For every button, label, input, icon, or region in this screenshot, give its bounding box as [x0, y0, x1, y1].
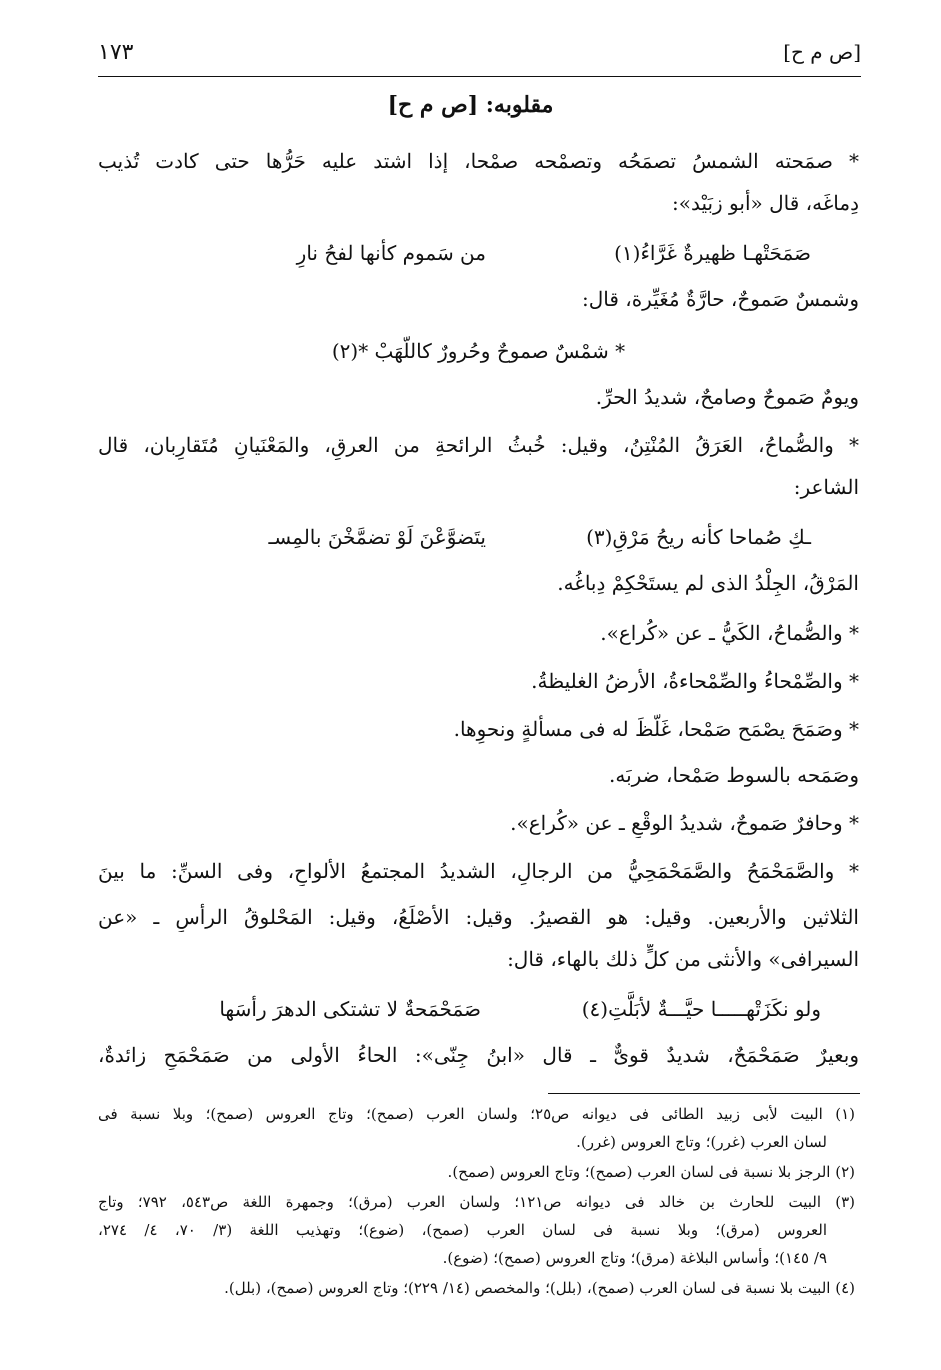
- entry-root: [ص م ح]: [783, 40, 861, 64]
- verse-1-first: من سَموم كأنها لفحُ نارِ: [296, 241, 486, 265]
- body-line-3: وشمسٌ صَموحٌ، حارَّةٌ مُغَيِّرة، قال:: [581, 287, 859, 311]
- footnote-line-2: لسان العرب (غرر)؛ وتاج العروس (غرر).: [576, 1133, 827, 1151]
- verse-3-second: صَمَحْمَحةٌ لا تشتكى الدهرَ رأسَها: [219, 997, 481, 1021]
- running-header: [98, 38, 861, 72]
- footnote-line-4: (٣) البيت للحارث بن خالد فى ديوانه ص١٢١؛ ولسان العرب (مرق)؛ وجمهرة اللغة ص٥٤٣، ٧٩٢؛ وتاج: [98, 1193, 855, 1211]
- section-title: مقلوبه: [ص م ح]: [387, 92, 554, 118]
- body-line-11: وصَمَحه بالسوط صَمْحا، ضربَه.: [609, 763, 859, 787]
- page-number: ١٧٣: [98, 40, 134, 65]
- body-line-7: المَرْقُ، الجِلْدُ الذى لم يستَحْكِمْ دِباغُه.: [557, 571, 859, 595]
- body-line-13: * والصَّمَحْمَحُ والصَّمَحْمَحِيُّ من الرجالِ، الشديدُ المجتمعُ الألواحِ، وفى السنِّ: ما بينَ: [98, 859, 859, 883]
- verse-1-second: صَمَحَتْهـا ظهيرةٌ غَرَّاءُ(١): [614, 241, 811, 265]
- body-line-9: * والصِّمْحاءُ والصِّمْحاءةُ، الأرضُ الغليظةُ.: [531, 669, 859, 693]
- footnote-line-7: (٤) البيت بلا نسبة فى لسان العرب (صمح)، (بلل)؛ والمخصص (١٤/ ٢٢٩)؛ وتاج العروس (صمح)، (بلل).: [224, 1279, 855, 1297]
- verse-2-second: ـكِ صُماحا كأنه ريحُ مَرْقِ(٣): [586, 525, 811, 549]
- body-line-1: * صمَحته الشمسُ تصمَحُه وتصمْحه صمْحا، إذا اشتد عليه حَرُّها حتى كادت تُذيب: [98, 149, 859, 173]
- body-line-14: الثلاثين والأربعين. وقيل: هو القصيرُ. وقيل: الأصْلَعُ، وقيل: المَحْلوقُ الرأسِ ـ «عن: [98, 905, 859, 929]
- body-line-15: السيرافى» والأنثى من كلٍّ ذلك بالهاء، قال:: [507, 947, 859, 971]
- body-line-2: دِماغَه، قال «أبو زبَيْد»:: [671, 191, 859, 215]
- body-line-5: * والصُّماحُ، العَرَقُ المُنْتِنُ، وقيل: خُبثُ الرائحةِ من العرقِ، والمَعْنَيانِ مُتَقارِبان، قال: [98, 433, 859, 457]
- body-line-8: * والصُّماحُ، الكَيُّ ـ عن «كُراع».: [600, 621, 859, 645]
- footnote-rule: [548, 1093, 860, 1094]
- header-rule: [98, 76, 861, 77]
- body-line-6: الشاعر:: [793, 475, 859, 499]
- footnote-line-1: (١) البيت لأبى زبيد الطائى فى ديوانه ص٢٥؛ ولسان العرب (صمح)؛ وتاج العروس (صمح)؛ وبلا نسبة فى: [98, 1105, 855, 1123]
- footnote-line-6: ٩/ ١٤٥)؛ وأساس البلاغة (مرق)؛ وتاج العروس (صمح)؛ (ضوع).: [442, 1249, 827, 1267]
- verse-3-first: ولو نكَزَتْهـــــا حيَّـــةٌ لأبَلَّتِ(٤): [581, 997, 821, 1021]
- footnote-line-5: العروس (مرق)؛ وبلا نسبة فى لسان العرب (صمح)، (ضوع)؛ وتهذيب اللغة (٣/ ٧٠، ٤/ ٢٧٤،: [98, 1221, 827, 1239]
- body-line-12: * وحافرٌ صَموحٌ، شديدُ الوقْعِ ـ عن «كُراع».: [510, 811, 859, 835]
- body-line-16: وبعيرٌ صَمَحْمَحٌ، شديدٌ قوىٌّ ـ قال «ابنُ جِنّى»: الحاءُ الأولى من صَمَحْمَحٍ زائدةٌ،: [98, 1043, 859, 1067]
- footnote-line-3: (٢) الرجز بلا نسبة فى لسان العرب (صمح)؛ وتاج العروس (صمح).: [447, 1163, 855, 1181]
- body-line-10: * وصَمَحَ يصْمَح صَمْحا، غَلَّظَ له فى مسألةٍ ونحوِها.: [453, 717, 859, 741]
- body-line-4: ويومٌ صَموحٌ وصامحٌ، شديدُ الحرِّ.: [595, 385, 859, 409]
- verse-2-first: يتَضوَّعْنَ لَوْ تضمَّخْنَ بالمِسـ: [268, 525, 486, 549]
- rajaz-line: * شمْسٌ صموحٌ وحُرورٌ كاللَّهَبْ *(٢): [331, 339, 626, 363]
